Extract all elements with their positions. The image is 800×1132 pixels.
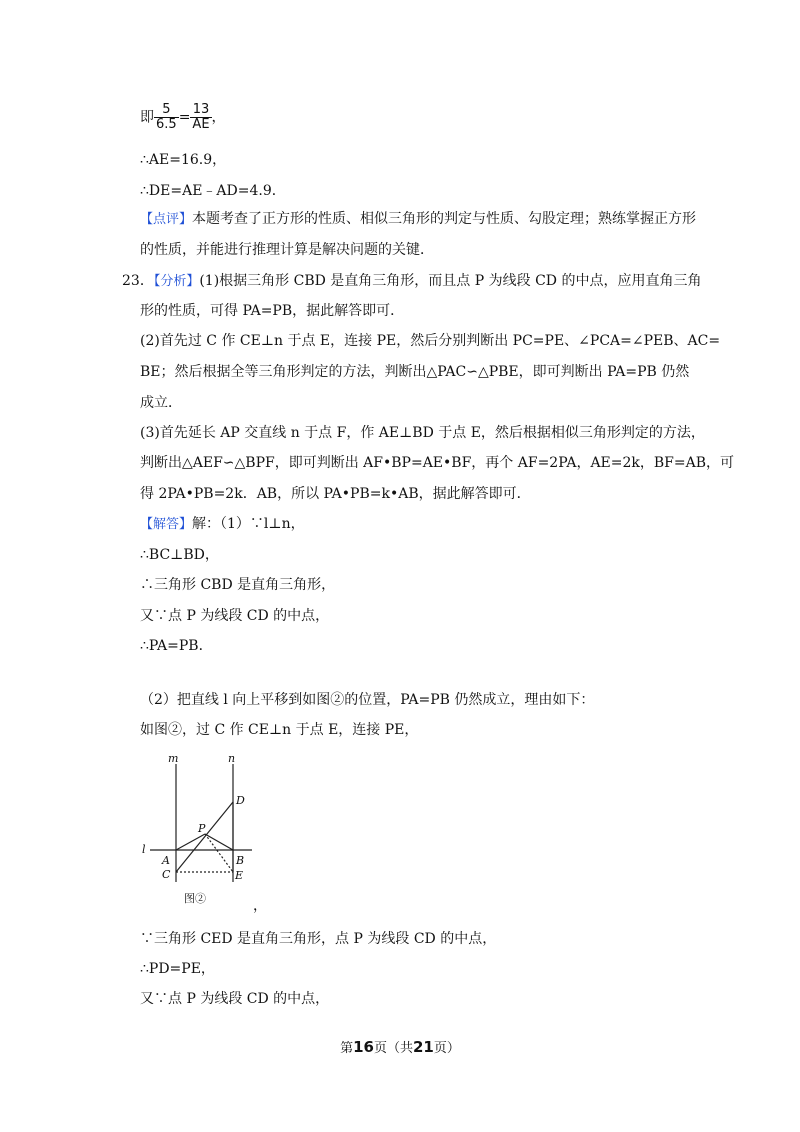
numerator: 5 <box>154 103 179 118</box>
segment-PB <box>205 834 233 850</box>
label-l: l <box>142 843 146 856</box>
ratio-line <box>140 103 226 132</box>
denominator: 6.5 <box>156 117 177 132</box>
text: ， <box>211 109 226 126</box>
text: (1)根据三角形 CBD 是直角三角形，而且点 P 为线段 CD 的中点，应用直角三角 <box>199 273 702 289</box>
text: 解：（1）∵l⊥n， <box>192 516 305 532</box>
text-line: 得 2PA•PB=2k．AB，所以 PA•PB=k•AB，据此解答即可． <box>140 486 531 502</box>
text-line: 判断出△AEF∽△BPF，即可判断出 AF•BP=AE•BF，再个 AF=2PA，AE=2k，BF=AB，可 <box>140 455 735 471</box>
text: 本题考查了正方形的性质、相似三角形的判定与性质、勾股定理；熟练掌握正方形 <box>192 211 697 227</box>
text-line: (3)首先延长 AP 交直线 n 于点 F，作 AE⊥BD 于点 E，然后根据相似三角形判定的方法， <box>140 425 705 441</box>
footer-text: 页（共 <box>373 1041 413 1056</box>
label-E: E <box>235 869 244 882</box>
segment-CD <box>176 802 233 872</box>
text-line: ∴DE=AE﹣AD=4.9． <box>140 183 286 199</box>
fraction-right <box>190 103 211 132</box>
label-A: A <box>162 854 170 867</box>
denominator: AE <box>192 117 210 132</box>
text-line: （2）把直线 l 向上平移到如图②的位置，PA=PB 仍然成立，理由如下： <box>140 692 595 708</box>
geometry-figure <box>140 752 270 907</box>
numerator: 13 <box>190 103 211 118</box>
question-number: 23． <box>122 273 154 289</box>
footer-text: 页） <box>433 1041 460 1056</box>
comment-tag: 【点评】 <box>140 212 193 227</box>
analysis-line <box>122 271 701 292</box>
text-line: ∴PD=PE， <box>140 961 215 977</box>
text-line: ∵三角形 CED 是直角三角形，点 P 为线段 CD 的中点， <box>140 931 497 947</box>
segment-PE <box>205 834 233 872</box>
text-line: BE；然后根据全等三角形判定的方法，判断出△PAC∽△PBE，即可判断出 PA=PB 仍然 <box>140 364 690 380</box>
text-line: 又∵点 P 为线段 CD 的中点， <box>140 991 330 1007</box>
label-n: n <box>228 752 236 765</box>
analysis-tag: 【分析】 <box>153 274 200 289</box>
text-line: 如图②，过 C 作 CE⊥n 于点 E，连接 PE， <box>140 722 419 738</box>
text-line: ∴BC⊥BD， <box>140 547 219 563</box>
footer-text: 第 <box>340 1041 354 1056</box>
text: 即 <box>140 109 154 126</box>
label-m: m <box>168 752 179 765</box>
text-line: ∴AE=16.9， <box>140 152 227 168</box>
equals: = <box>178 109 191 126</box>
figure-caption: 图② <box>184 892 206 905</box>
solution-line <box>140 514 305 535</box>
text-line: ∴PA=PB． <box>140 638 213 654</box>
total-pages: 21 <box>413 1038 434 1056</box>
fraction-left <box>154 103 179 132</box>
text-line: ∴三角形 CBD 是直角三角形， <box>140 577 336 593</box>
text-line: 又∵点 P 为线段 CD 的中点， <box>140 608 330 624</box>
text-line: 成立． <box>140 395 182 411</box>
text-line: 的性质，并能进行推理计算是解决问题的关键． <box>140 242 434 258</box>
text-line: 形的性质，可得 PA=PB，据此解答即可． <box>140 303 405 319</box>
text-line: (2)首先过 C 作 CE⊥n 于点 E，连接 PE，然后分别判断出 PC=PE、∠PCA=∠PEB、AC= <box>140 333 721 349</box>
label-B: B <box>236 854 245 867</box>
page-number: 16 <box>353 1038 374 1056</box>
label-P: P <box>198 822 206 835</box>
solution-tag: 【解答】 <box>140 517 193 532</box>
page-footer <box>0 1037 800 1056</box>
label-C: C <box>162 868 171 881</box>
text-line: ， <box>253 898 267 914</box>
label-D: D <box>236 794 245 807</box>
comment-line <box>140 209 696 230</box>
